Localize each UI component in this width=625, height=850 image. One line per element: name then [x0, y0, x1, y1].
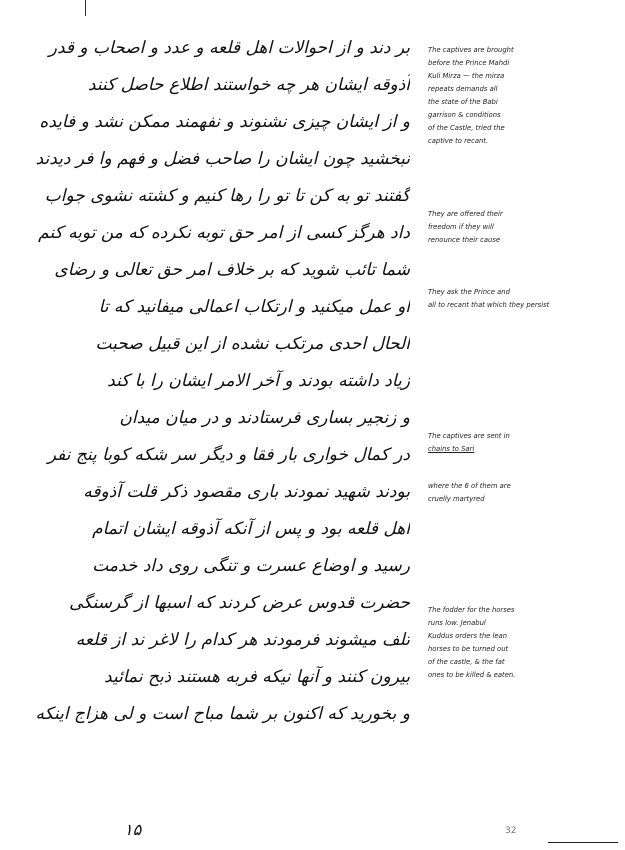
manuscript-line: گفتند تو به کن تا تو را رها کنیم و کشته نشوی جواب	[44, 186, 410, 206]
manuscript-line: او عمل میکنید و ارتکاب اعمالی میفانید که تا	[98, 297, 410, 317]
manuscript-line: داد هرگز کسی از امر حق توبه نکرده که من توبه کنم	[38, 223, 410, 243]
manuscript-line: بر دند و از احوالات اهل قلعه و عدد و اصحاب و قدر	[48, 38, 410, 58]
margin-note-captives-brought: The captives are brought before the Prince Mahdi Kuli Mirza — the mirza repeats demands all the state of the Babi garrison & conditions of the Castle, tried the captive to recant.	[428, 46, 514, 145]
bottom-rule	[548, 842, 618, 843]
margin-note-martyred: where the 6 of them are cruelly martyred	[428, 482, 511, 503]
persian-manuscript-text	[12, 30, 410, 733]
margin-note-sent-in-chains: The captives are sent in chains to Sari	[428, 432, 510, 453]
bottom-catchword: ۱۵	[124, 820, 142, 839]
page-number: 32	[505, 826, 517, 836]
manuscript-line: در کمال خواری بار فقا و دیگر سر شکه کوبا پنج نفر	[47, 445, 410, 465]
manuscript-line: رسید و اوضاع عسرت و تنگی روی داد خدمت	[92, 556, 410, 576]
margin-note-offered-freedom: They are offered their freedom if they will renounce their cause	[428, 210, 503, 244]
manuscript-line: حضرت قدوس عرض کردند که اسبها از گرسنگی	[69, 593, 410, 613]
manuscript-line: نبخشید چون ایشان را صاحب فضل و فهم وا فر دیدند	[35, 149, 410, 169]
manuscript-line: و بخورید که اکنون بر شما مباح است و لی هزاج اینکه	[35, 704, 410, 724]
manuscript-line: آذوقه ایشان هر چه خواستند اطلاع حاصل کنند	[87, 75, 410, 95]
manuscript-line: زیاد داشته بودند و آخر الامر ایشان را با کند	[107, 371, 410, 391]
manuscript-line: بیرون کنند و آنها نیکه فربه هستند ذبح نمائید	[104, 667, 410, 687]
manuscript-line: شما تائب شوید که بر خلاف امر حق تعالی و رضای	[54, 260, 410, 280]
manuscript-line: اهل قلعه بود و پس از آنکه آذوقه ایشان اتمام	[92, 519, 410, 539]
manuscript-line: بودند شهید نمودند باری مقصود ذکر قلت آذوقه	[83, 482, 410, 502]
manuscript-line: و زنجیر بساری فرستادند و در میان میدان	[119, 408, 410, 428]
manuscript-line: تلف میشوند فرمودند هر کدام را لاغر ند از قلعه	[75, 630, 410, 650]
top-margin-mark	[85, 0, 86, 16]
manuscript-line: الحال احدی مرتکب نشده از این قبیل صحبت	[95, 334, 410, 354]
margin-note-fodder-runs-low: The fodder for the horses runs low. Jenabul Kuddus orders the lean horses to be turned out of the castle, & the fat ones to be killed & eaten.	[428, 606, 516, 679]
manuscript-line: و از ایشان چیزی نشنوند و نفهمند ممکن نشد و فایده	[39, 112, 410, 132]
margin-note-ask-prince: They ask the Prince and all to recant that which they persist	[428, 288, 550, 309]
